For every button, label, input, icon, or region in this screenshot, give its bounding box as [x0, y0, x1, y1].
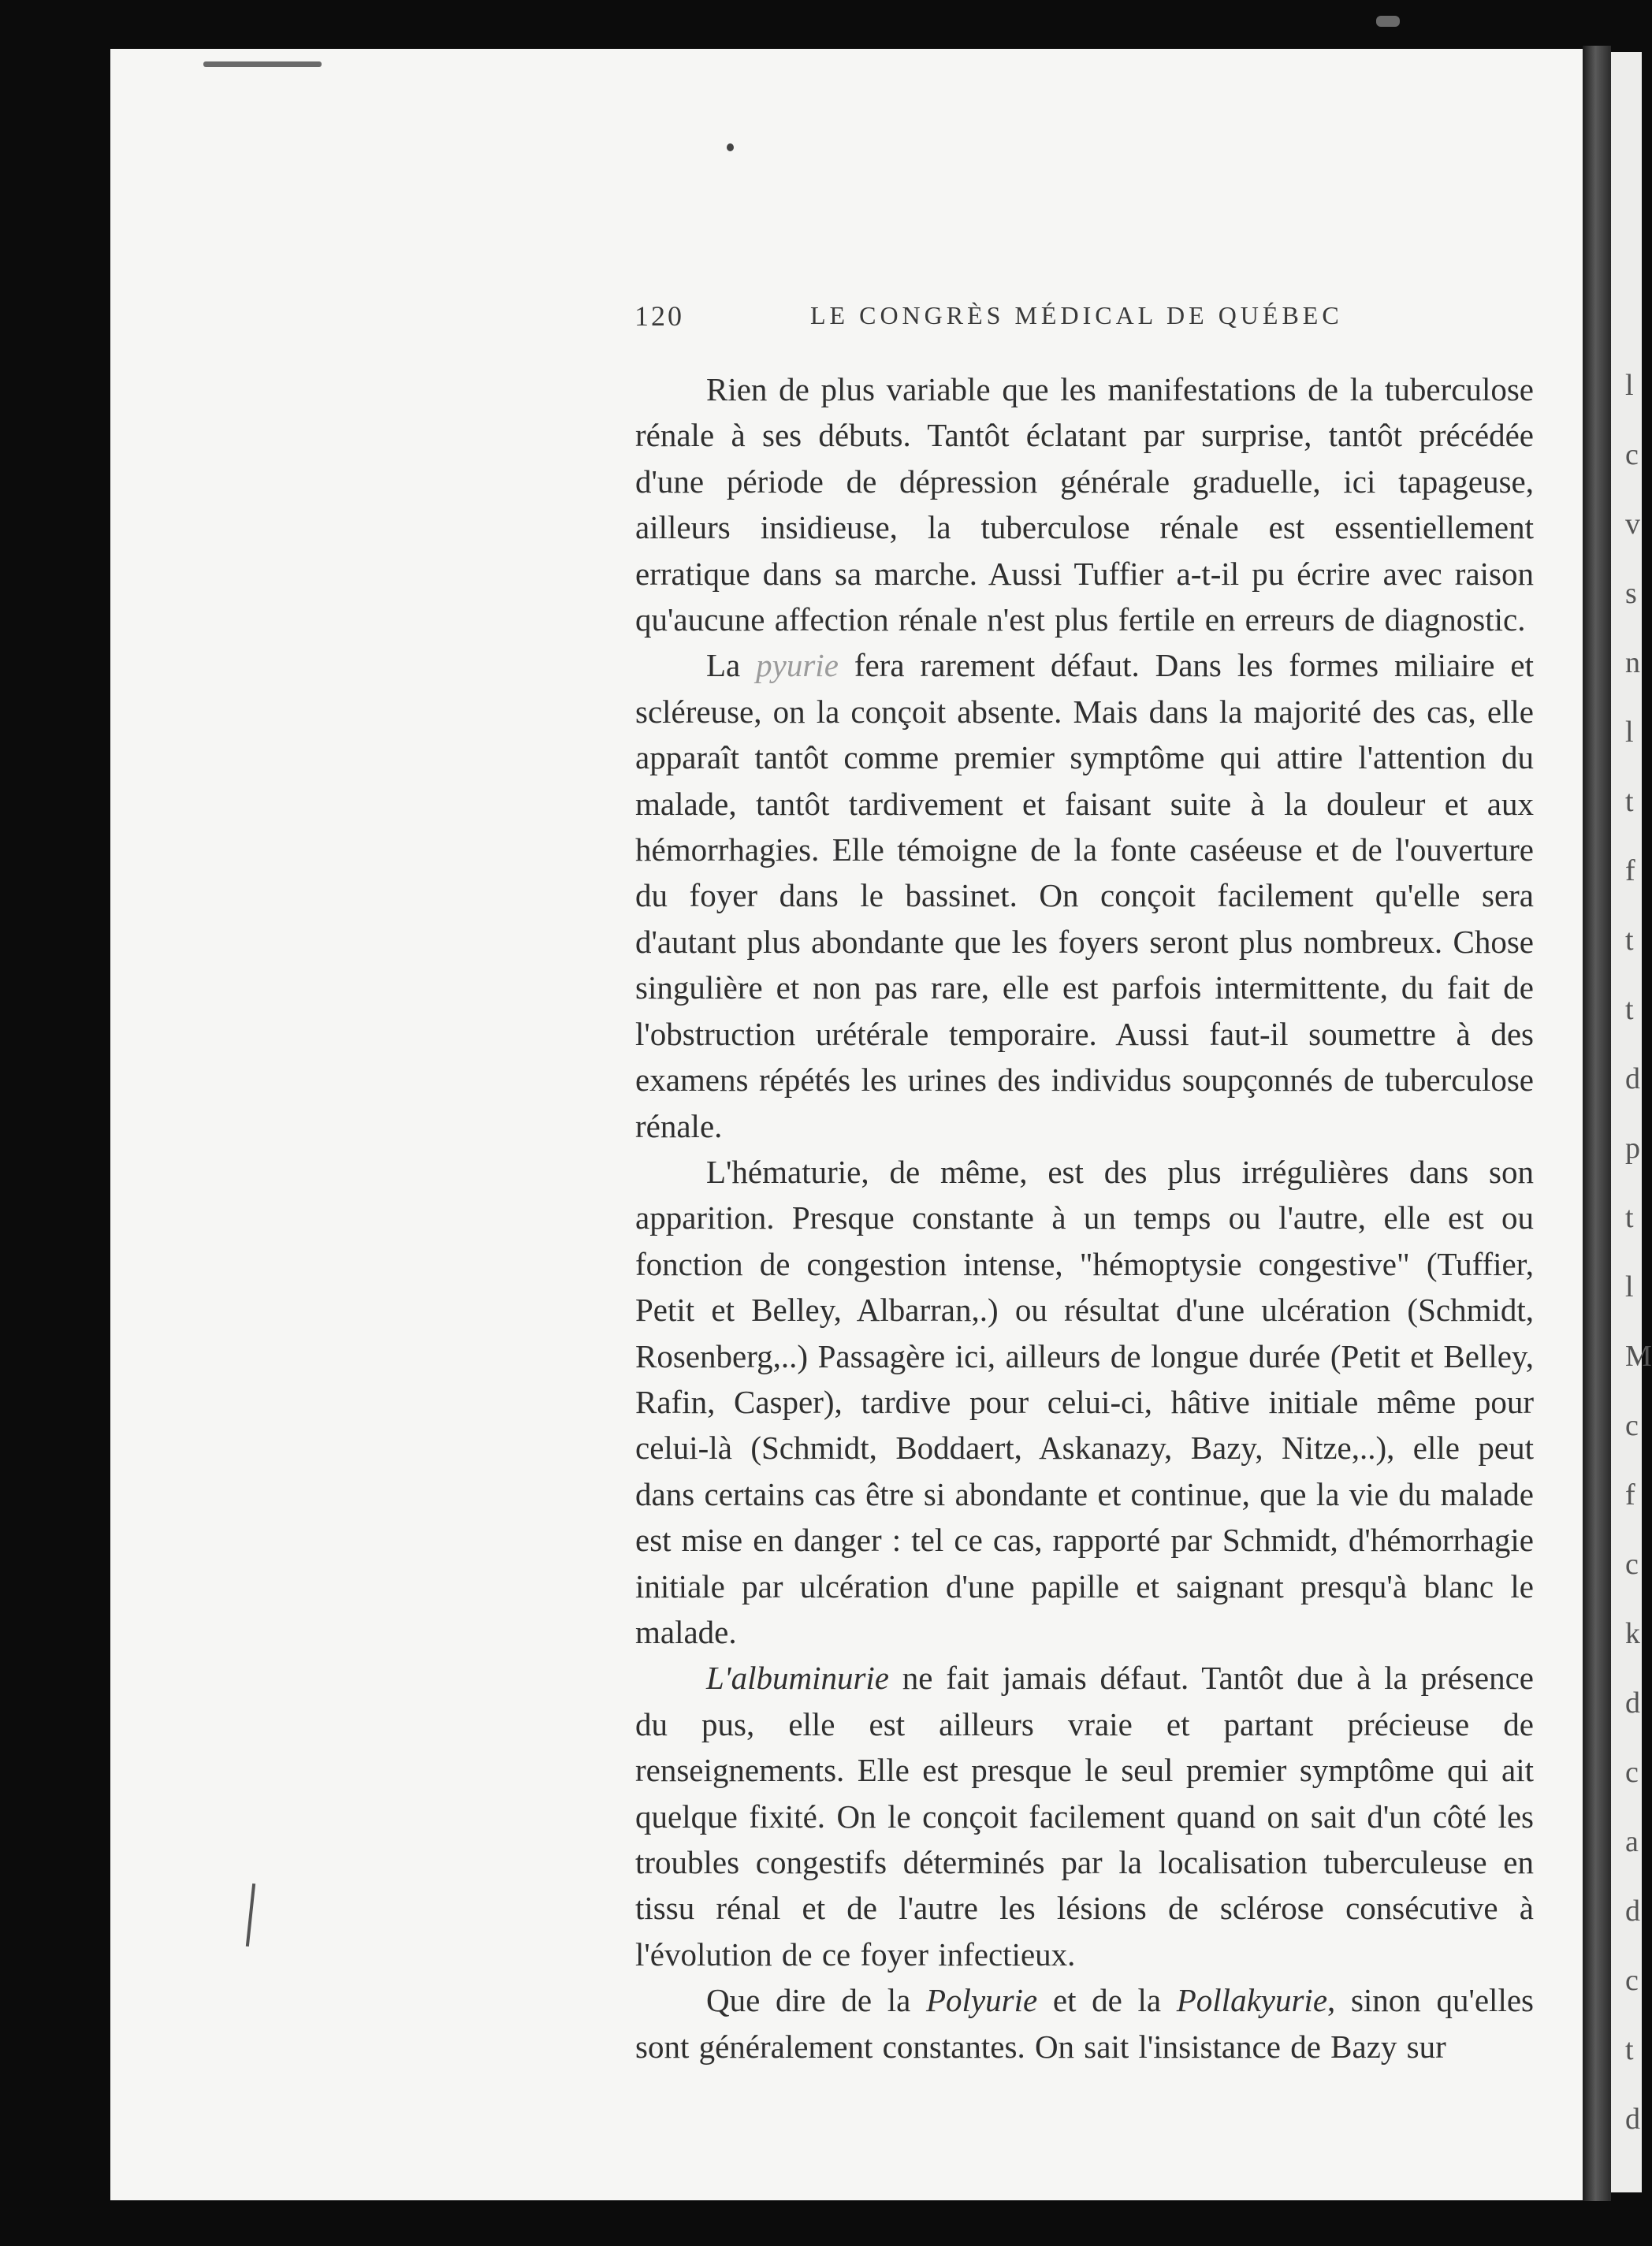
- paragraph-4-text: ne fait jamais défaut. Tantôt due à la présence du pus, elle est ailleurs vraie et partant précieuse de renseignements. Elle est presque le seul premier symptôme qui ait quelque fixité. On le conçoit facilement quand on sait d'un côté les troubles congestifs déterminés par la localisation tuberculeuse en tissu rénal et de l'autre les lésions de sclérose consécutive à l'évolution de ce foyer infectieux.: [635, 1660, 1534, 1973]
- paragraph-1-text: Rien de plus variable que les manifestations de la tuberculose rénale à ses débuts. Tantôt éclatant par surprise, tantôt précédée d'une période de dépression générale graduelle, ici tapageuse, ailleurs insidieuse, la tuberculose rénale est essentiellement erratique dans sa marche. Aussi Tuffier a-t-il pu écrire avec raison qu'aucune affection rénale n'est plus fertile en erreurs de diagnostic.: [635, 371, 1534, 638]
- paragraph-5-lead: Que dire de la: [706, 1982, 927, 2019]
- facing-page-letter: d: [1625, 1686, 1640, 1720]
- facing-page-letter: l: [1625, 369, 1634, 402]
- facing-page-letter: p: [1625, 1132, 1640, 1165]
- facing-page-letter: l: [1625, 1270, 1634, 1303]
- facing-page-letter: M: [1625, 1340, 1652, 1373]
- facing-page-letter: n: [1625, 646, 1640, 679]
- paragraph-5-text: , sinon qu'elles sont généralement constantes. On sait l'insistance de Bazy sur: [635, 1982, 1534, 2065]
- paragraph-3: [635, 1149, 1534, 1655]
- running-head: LE CONGRÈS MÉDICAL DE QUÉBEC: [810, 301, 1343, 329]
- paragraph-3-text: L'hématurie, de même, est des plus irrégulières dans son apparition. Presque constante à un temps ou l'autre, elle est ou fonction de congestion intense, "hémoptysie congestive" (Tuffier, Petit et Belley, Albarran,.) ou résultat d'une ulcération (Schmidt, Rosenberg,..) Passagère ici, ailleurs de longue durée (Petit et Belley, Rafin, Casper), tardive pour celui-ci, hâtive initiale même pour celui-là (Schmidt, Boddaert, Askanazy, Bazy, Nitze,..), elle peut dans certains cas être si abondante et continue, que la vie du malade est mise en danger : tel ce cas, rapporté par Schmidt, d'hémorrhagie initiale par ulcération d'une papille et saignant presqu'à blanc le malade.: [635, 1153, 1534, 1650]
- term-pyurie: pyurie: [756, 647, 839, 684]
- facing-page-letter: t: [1625, 993, 1634, 1026]
- paragraph-5-middle: et de la: [1037, 1982, 1177, 2019]
- facing-page-letter: c: [1625, 1548, 1639, 1581]
- smudge-top-left: [203, 61, 322, 67]
- term-polyurie: Polyurie: [926, 1982, 1038, 2019]
- paragraph-5: [635, 1977, 1534, 2069]
- paragraph-2: [635, 642, 1534, 1148]
- page-header: [634, 299, 1541, 339]
- facing-page-letter: t: [1625, 2033, 1634, 2066]
- facing-page-letter: d: [1625, 1895, 1640, 1928]
- facing-page-letter: d: [1625, 2103, 1640, 2136]
- paragraph-4: [635, 1655, 1534, 1977]
- ink-dot: [727, 143, 734, 151]
- facing-page-letter: c: [1625, 1756, 1639, 1789]
- facing-page-letter: d: [1625, 1062, 1640, 1095]
- term-albuminurie: L'albuminurie: [706, 1660, 890, 1697]
- facing-page-letter: c: [1625, 438, 1639, 471]
- facing-page-letter: k: [1625, 1617, 1640, 1650]
- body-text: [635, 366, 1534, 2069]
- facing-page-letter: s: [1625, 577, 1637, 610]
- paragraph-2-text: fera rarement défaut. Dans les formes miliaire et scléreuse, on la conçoit absente. Mais dans la majorité des cas, elle apparaît tantôt comme premier symptôme qui attire l'attention du malade, tantôt tardivement et faisant suite à la douleur et aux hémorrhagies. Elle témoigne de la fonte caséeuse et de l'ouverture du foyer dans le bassinet. On conçoit facilement qu'elle sera d'autant plus abondante que les foyers seront plus nombreux. Chose singulière et non pas rare, elle est parfois intermittente, du fait de l'obstruction urétérale temporaire. Aussi faut-il soumettre à des examens répétés les urines des individus soupçonnés de tuberculose rénale.: [635, 647, 1534, 1144]
- facing-page-letter: t: [1625, 924, 1634, 957]
- paragraph-2-lead: La: [706, 647, 757, 684]
- smudge-top-right: [1376, 16, 1400, 27]
- page-number: 120: [634, 300, 684, 332]
- page-edge: [1583, 46, 1611, 2201]
- facing-page-letter: t: [1625, 1201, 1634, 1234]
- facing-page-letter: t: [1625, 785, 1634, 818]
- facing-page-letter: f: [1625, 1478, 1635, 1512]
- facing-page-letter: c: [1625, 1409, 1639, 1442]
- facing-page-letter: l: [1625, 716, 1634, 749]
- facing-page-letter: a: [1625, 1825, 1639, 1858]
- facing-page-letter: c: [1625, 1964, 1639, 1997]
- term-pollakyurie: Pollakyurie: [1176, 1982, 1328, 2019]
- facing-page-letter: v: [1625, 508, 1640, 541]
- paragraph-1: [635, 366, 1534, 642]
- facing-page-letter: f: [1625, 854, 1635, 887]
